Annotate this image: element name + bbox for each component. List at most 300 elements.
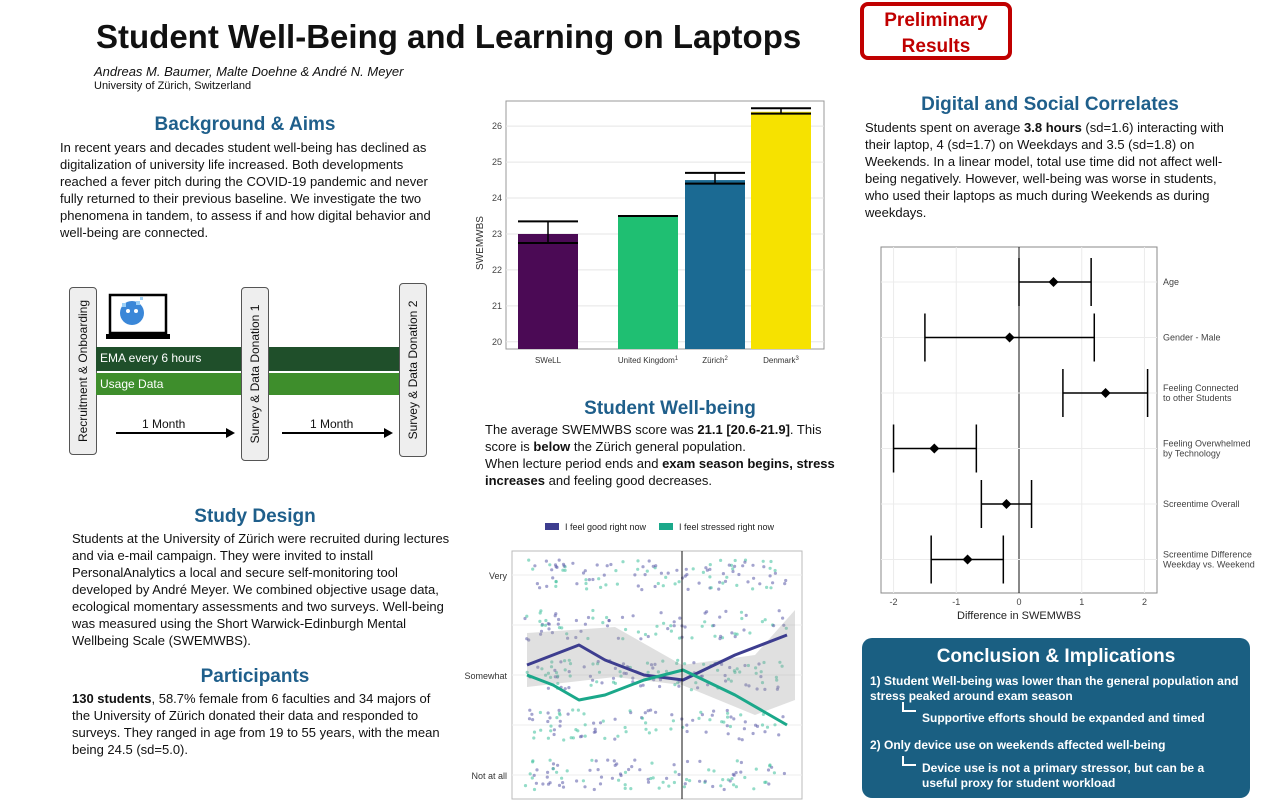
- trend-point: [606, 564, 609, 567]
- trend-point: [629, 787, 632, 790]
- trend-point: [734, 559, 737, 562]
- recruitment-label: Recruitment & Onboarding: [76, 299, 90, 443]
- trend-point: [582, 712, 585, 715]
- arrowhead-1: [226, 428, 235, 438]
- trend-point: [591, 578, 594, 581]
- poster-title: Student Well-Being and Learning on Laptops: [96, 18, 802, 55]
- trend-point: [584, 623, 587, 626]
- trend-point: [606, 624, 609, 627]
- trend-point: [778, 609, 781, 612]
- trend-point: [726, 724, 729, 727]
- trend-point: [625, 730, 628, 733]
- trend-point: [608, 619, 611, 622]
- correlates-text: [865, 119, 1235, 221]
- trend-point: [771, 581, 774, 584]
- trend-point: [605, 616, 608, 619]
- trend-point: [673, 620, 676, 623]
- trend-point: [544, 624, 547, 627]
- trend-point: [547, 627, 550, 630]
- trend-point: [547, 622, 550, 625]
- trend-point: [752, 577, 755, 580]
- trend-point: [761, 723, 764, 726]
- conclusion-point-1: 1) Student Well-being was lower than the general population and stress peaked around exam season: [870, 674, 1239, 703]
- bar-swell: [518, 234, 578, 349]
- trend-point: [726, 712, 729, 715]
- forest-category-label-line: to other Students: [1163, 393, 1232, 403]
- bar-category-superscript: 2: [724, 356, 728, 362]
- survey2-label: Survey & Data Donation 2: [406, 300, 420, 440]
- forest-xlabel: Difference in SWEMWBS: [957, 610, 1081, 622]
- trend-point: [707, 768, 710, 771]
- trend-point: [640, 588, 643, 591]
- trend-point: [555, 771, 558, 774]
- trend-point: [603, 574, 606, 577]
- trend-point: [554, 614, 557, 617]
- arrow-2: [282, 432, 386, 434]
- bar-category-superscript: 1: [674, 356, 679, 362]
- trend-point: [582, 571, 585, 574]
- trend-point: [567, 686, 570, 689]
- trend-point: [691, 719, 694, 722]
- forest-category-label-line: Feeling Overwhelmed: [1163, 438, 1251, 449]
- trend-point: [705, 610, 708, 613]
- trend-point: [616, 735, 619, 738]
- trend-point: [575, 619, 578, 622]
- trend-point: [690, 636, 693, 639]
- trend-point: [740, 617, 743, 620]
- trend-point: [533, 731, 536, 734]
- trend-point: [591, 617, 594, 620]
- bar-ytick-label: 20: [491, 336, 502, 347]
- trend-point: [767, 782, 770, 785]
- trend-point: [735, 584, 738, 587]
- laptop-icon: [106, 293, 170, 345]
- trend-point: [547, 783, 550, 786]
- bar-z-rich: [685, 180, 745, 349]
- trend-point: [583, 785, 586, 788]
- trend-point: [563, 564, 566, 567]
- trend-point: [561, 781, 564, 784]
- trend-point: [670, 713, 673, 716]
- trend-point: [648, 559, 651, 562]
- trend-point: [704, 780, 707, 783]
- trend-point: [548, 563, 551, 566]
- trend-point: [683, 785, 686, 788]
- trend-point: [769, 586, 772, 589]
- trend-point: [660, 611, 663, 614]
- bar-ytick-label: 24: [491, 193, 502, 204]
- forest-xtick-label: -1: [952, 597, 961, 607]
- trend-point: [624, 787, 627, 790]
- trend-point: [553, 728, 556, 731]
- trend-point: [708, 718, 711, 721]
- subpoint-connector-2: [902, 756, 916, 766]
- trend-point: [550, 568, 553, 571]
- trend-point: [762, 560, 765, 563]
- trend-point: [614, 682, 617, 685]
- forest-category-label-line: Age: [1163, 277, 1180, 287]
- trend-point: [717, 588, 720, 591]
- background-heading: Background & Aims: [154, 114, 336, 135]
- trend-point: [772, 624, 775, 627]
- trend-point: [699, 711, 702, 714]
- bar-category-label: SWeLL: [534, 356, 562, 365]
- forest-xtick-label: 1: [1079, 597, 1085, 607]
- trend-point: [541, 624, 544, 627]
- trend-point: [629, 709, 632, 712]
- trend-point: [745, 614, 748, 617]
- trend-point: [528, 717, 531, 720]
- trend-point: [703, 620, 706, 623]
- trend-point: [541, 782, 544, 785]
- trend-point: [654, 728, 657, 731]
- trend-point: [647, 635, 650, 638]
- trend-point: [721, 778, 724, 781]
- trend-point: [554, 563, 557, 566]
- trend-point: [641, 565, 644, 568]
- trend-point: [688, 779, 691, 782]
- trend-point: [669, 624, 672, 627]
- trend-point: [755, 768, 758, 771]
- bar-denmark: [751, 112, 811, 349]
- trend-point: [781, 715, 784, 718]
- trend-point: [548, 716, 551, 719]
- trend-point: [650, 762, 653, 765]
- trend-point: [774, 569, 777, 572]
- trend-point: [765, 586, 768, 589]
- forest-category-label: [1163, 383, 1239, 403]
- trend-point: [547, 687, 550, 690]
- trend-point: [711, 714, 714, 717]
- trend-point: [673, 624, 676, 627]
- trend-point: [533, 788, 536, 791]
- trend-point: [644, 721, 647, 724]
- trend-point: [751, 564, 754, 567]
- trend-point: [633, 759, 636, 762]
- trend-ylabel-notatall: Not at all: [471, 771, 507, 781]
- trend-point: [686, 730, 689, 733]
- bar-ytick-label: 25: [491, 157, 502, 168]
- arrow-1: [116, 432, 228, 434]
- trend-point: [538, 586, 541, 589]
- trend-point: [685, 573, 688, 576]
- trend-point: [667, 785, 670, 788]
- trend-point: [560, 777, 563, 780]
- trend-point: [735, 771, 738, 774]
- trend-point: [613, 759, 616, 762]
- trend-point: [609, 563, 612, 566]
- trend-point: [665, 777, 668, 780]
- bar-ytick-label: 23: [491, 228, 502, 239]
- trend-point: [636, 559, 639, 562]
- trend-point: [624, 628, 627, 631]
- subpoint-connector-1: [902, 702, 916, 712]
- trend-point: [754, 724, 757, 727]
- trend-point: [555, 716, 558, 719]
- trend-point: [729, 715, 732, 718]
- trend-point: [773, 771, 776, 774]
- trend-point: [664, 576, 667, 579]
- trend-point: [633, 573, 636, 576]
- trend-point: [575, 582, 578, 585]
- trend-point: [748, 631, 751, 634]
- swb-score: 21.1 [20.6-21.9]: [697, 422, 790, 437]
- trend-point: [731, 570, 734, 573]
- usage-data-bar: Usage Data: [96, 373, 416, 395]
- forest-category-label: [1163, 550, 1255, 570]
- trend-point: [555, 580, 558, 583]
- trend-point: [525, 615, 528, 618]
- participants-text: [72, 690, 452, 758]
- trend-point: [721, 582, 724, 585]
- trend-point: [737, 573, 740, 576]
- trend-point: [687, 588, 690, 591]
- trend-point: [676, 659, 679, 662]
- bar-category-superscript: 3: [795, 356, 799, 362]
- forest-category-label-line: by Technology: [1163, 448, 1221, 459]
- trend-point: [769, 567, 772, 570]
- trend-point: [599, 586, 602, 589]
- trend-point: [733, 632, 736, 635]
- trend-point: [672, 719, 675, 722]
- trend-point: [655, 625, 658, 628]
- trend-point: [644, 573, 647, 576]
- trend-point: [558, 724, 561, 727]
- trend-point: [571, 562, 574, 565]
- trend-point: [735, 785, 738, 788]
- forest-xtick-label: 2: [1141, 597, 1147, 607]
- bar-category-label: Zürich$^2$: [702, 356, 728, 365]
- trend-point: [632, 614, 635, 617]
- swb-text-5: and feeling good decreases.: [545, 473, 712, 488]
- trend-point: [562, 786, 565, 789]
- trend-point: [763, 730, 766, 733]
- trend-point: [777, 733, 780, 736]
- trend-point: [654, 585, 657, 588]
- recruitment-box: [69, 287, 97, 455]
- trend-point: [784, 579, 787, 582]
- affiliation: University of Zürich, Switzerland: [94, 80, 252, 92]
- bar-category-label: United Kingdom$^1$: [617, 356, 679, 365]
- arrowhead-2: [384, 428, 393, 438]
- trend-point: [593, 788, 596, 791]
- trend-point: [615, 762, 618, 765]
- trend-point: [666, 627, 669, 630]
- trend-point: [658, 787, 661, 790]
- trend-point: [545, 585, 548, 588]
- forest-category-label-line: Screentime Difference: [1163, 549, 1252, 560]
- forest-category-label: [1163, 499, 1240, 509]
- swb-below: below: [533, 439, 571, 454]
- trend-point: [698, 780, 701, 783]
- trend-point: [546, 776, 549, 779]
- trend-point: [639, 637, 642, 640]
- trend-point: [740, 761, 743, 764]
- trend-point: [698, 582, 701, 585]
- trend-point: [710, 586, 713, 589]
- trend-point: [539, 711, 542, 714]
- trend-point: [570, 736, 573, 739]
- trend-point: [524, 784, 527, 787]
- authors: Andreas M. Baumer, Malte Doehne & André N. Meyer: [94, 64, 404, 79]
- trend-point: [685, 724, 688, 727]
- trend-point: [644, 728, 647, 731]
- trend-point: [701, 625, 704, 628]
- trend-point: [531, 776, 534, 779]
- survey1-label: Survey & Data Donation 1: [248, 304, 262, 444]
- trend-point: [560, 626, 563, 629]
- trend-point: [539, 611, 542, 614]
- participants-bold: 130 students: [72, 691, 152, 706]
- trend-point: [549, 759, 552, 762]
- trend-point: [532, 736, 535, 739]
- trend-point: [590, 684, 593, 687]
- bar-united-kingdom: [618, 216, 678, 349]
- trend-point: [592, 722, 595, 725]
- trend-point: [648, 731, 651, 734]
- trend-point: [564, 569, 567, 572]
- trend-point: [766, 726, 769, 729]
- trend-point: [752, 787, 755, 790]
- trend-point: [590, 759, 593, 762]
- trend-point: [636, 568, 639, 571]
- trend-point: [585, 587, 588, 590]
- trend-point: [530, 713, 533, 716]
- trend-point: [624, 783, 627, 786]
- trend-point: [571, 708, 574, 711]
- trend-point: [621, 560, 624, 563]
- trend-point: [743, 776, 746, 779]
- trend-point: [739, 713, 742, 716]
- trend-point: [783, 772, 786, 775]
- trend-point: [552, 767, 555, 770]
- trend-point: [606, 759, 609, 762]
- bar-ytick-label: 22: [491, 264, 502, 275]
- trend-point: [613, 738, 616, 741]
- trend-point: [614, 569, 617, 572]
- trend-point: [774, 572, 777, 575]
- trend-point: [705, 731, 708, 734]
- trend-point: [741, 564, 744, 567]
- trend-point: [751, 587, 754, 590]
- trend-point: [566, 769, 569, 772]
- trend-point: [531, 568, 534, 571]
- trend-point: [584, 723, 587, 726]
- trend-point: [686, 760, 689, 763]
- trend-point: [649, 709, 652, 712]
- trend-point: [553, 733, 556, 736]
- trend-point: [654, 711, 657, 714]
- trend-point: [685, 778, 688, 781]
- legend-label-stressed: I feel stressed right now: [679, 522, 775, 532]
- trend-point: [602, 720, 605, 723]
- trend-point: [673, 763, 676, 766]
- trend-point: [577, 709, 580, 712]
- trend-point: [639, 684, 642, 687]
- trend-point: [720, 720, 723, 723]
- trend-point: [545, 560, 548, 563]
- trend-point: [567, 713, 570, 716]
- trend-point: [603, 737, 606, 740]
- trend-point: [669, 727, 672, 730]
- legend-swatch-stressed: [659, 523, 673, 530]
- trend-point: [769, 560, 772, 563]
- trend-point: [746, 580, 749, 583]
- trend-point: [692, 567, 695, 570]
- trend-point: [611, 777, 614, 780]
- trend-ylabel-very: Very: [488, 571, 507, 581]
- corr-text-2: (sd=1.6) interacting with their laptop, 4 (sd=1.7) on Weekdays and 3.5 (sd=1.8) on Weekends. In a linear model, total use time did not affect well-being negatively. However, well-being was worse in students, who used their laptops as much during Weekends as during weekdays.: [865, 120, 1224, 220]
- student-wellbeing-text: [485, 421, 855, 489]
- trend-point: [557, 618, 560, 621]
- trend-point: [684, 625, 687, 628]
- conclusion-heading: Conclusion & Implications: [936, 646, 1176, 667]
- trend-point: [614, 718, 617, 721]
- trend-point: [597, 577, 600, 580]
- trend-point: [546, 720, 549, 723]
- trend-point: [600, 681, 603, 684]
- trend-point: [535, 782, 538, 785]
- trend-point: [587, 616, 590, 619]
- trend-point: [595, 680, 598, 683]
- study-design-heading: Study Design: [194, 506, 316, 527]
- forest-xtick-label: -2: [889, 597, 898, 607]
- bar-chart-ylabel: SWEMWBS: [475, 216, 486, 270]
- trend-point: [531, 760, 534, 763]
- trend-point: [647, 781, 650, 784]
- trend-point: [654, 564, 657, 567]
- trend-point: [670, 630, 673, 633]
- trend-point: [727, 732, 730, 735]
- trend-point: [674, 582, 677, 585]
- trend-point: [558, 712, 561, 715]
- trend-point: [584, 735, 587, 738]
- participants-rest: , 58.7% female from 6 faculties and 34 majors of the University of Zürich donated their data and responded to surveys. They ranged in age from 19 to 55 years, with the mean being 24.5 (sd=5.0).: [72, 691, 440, 757]
- trend-point: [783, 582, 786, 585]
- swb-text-1: The average SWEMWBS score was: [485, 422, 698, 437]
- trend-point: [557, 623, 560, 626]
- trend-point: [761, 620, 764, 623]
- trend-point: [654, 633, 657, 636]
- trend-point: [638, 768, 641, 771]
- trend-point: [718, 637, 721, 640]
- trend-point: [528, 709, 531, 712]
- trend-point: [558, 709, 561, 712]
- trend-point: [719, 559, 722, 562]
- forest-category-label: [1163, 333, 1221, 343]
- trend-point: [678, 637, 681, 640]
- trend-point: [600, 776, 603, 779]
- trend-point: [547, 737, 550, 740]
- swb-text-4: When lecture period ends and: [485, 456, 663, 471]
- swb-exam: exam season begins, stress increases: [485, 456, 835, 488]
- trend-point: [546, 771, 549, 774]
- trend-point: [732, 773, 735, 776]
- badge-line-2: Results: [901, 36, 971, 57]
- corr-hours: 3.8 hours: [1024, 120, 1082, 135]
- ema-bar: EMA every 6 hours: [96, 347, 416, 371]
- trend-point: [708, 568, 711, 571]
- trend-point: [544, 619, 547, 622]
- trend-point: [584, 578, 587, 581]
- trend-point: [529, 772, 532, 775]
- trend-point: [582, 779, 585, 782]
- corr-text-1: Students spent on average: [865, 120, 1025, 135]
- trend-point: [531, 718, 534, 721]
- trend-point: [731, 567, 734, 570]
- trend-point: [660, 572, 663, 575]
- trend-point: [596, 563, 599, 566]
